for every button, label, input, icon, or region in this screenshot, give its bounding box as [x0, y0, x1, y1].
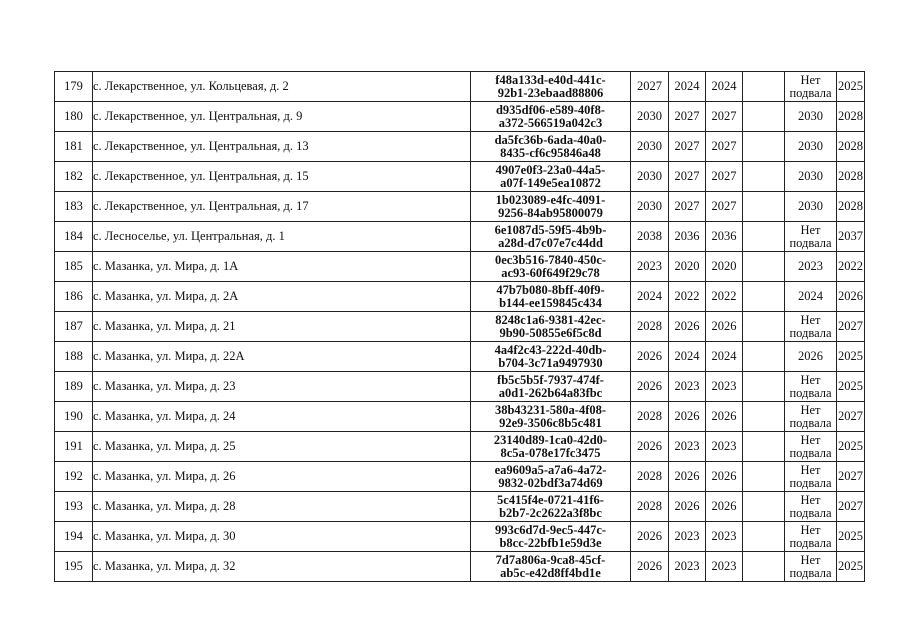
basement-status-cell — [785, 162, 837, 192]
year-cell-1: 2023 — [631, 252, 669, 282]
table-row — [55, 402, 865, 432]
uuid-line: 6e1087d5-59f5-4b9b- — [494, 222, 607, 237]
uuid-cell — [471, 252, 631, 282]
row-number: 183 — [55, 192, 93, 222]
empty-cell — [743, 222, 785, 252]
table-row — [55, 252, 865, 282]
year-cell-3: 2023 — [706, 432, 743, 462]
uuid-line: 9b90-50855e6f5c8d — [499, 325, 602, 340]
basement-status-line: Нет — [800, 522, 821, 537]
final-year-cell: 2025 — [837, 432, 865, 462]
uuid-cell — [471, 552, 631, 582]
row-number: 191 — [55, 432, 93, 462]
year-cell-1: 2030 — [631, 102, 669, 132]
table-row — [55, 222, 865, 252]
uuid-line: b8cc-22bfb1e59d3e — [499, 535, 602, 550]
uuid-line: ab5c-e42d8ff4bd1e — [500, 565, 601, 580]
final-year-cell: 2025 — [837, 72, 865, 102]
uuid-line: 993c6d7d-9ec5-447c- — [494, 522, 607, 537]
uuid-line: d935df06-e589-40f8- — [495, 102, 605, 117]
final-year-cell: 2027 — [837, 492, 865, 522]
empty-cell — [743, 102, 785, 132]
final-year-cell: 2025 — [837, 552, 865, 582]
basement-status-cell — [785, 132, 837, 162]
basement-status-cell — [785, 192, 837, 222]
uuid-cell — [471, 492, 631, 522]
uuid-line: 38b43231-580a-4f08- — [494, 402, 607, 417]
basement-status-line: подвала — [789, 415, 832, 430]
uuid-line: b2b7-2c2622a3f8bc — [499, 505, 602, 520]
basement-status-cell — [785, 312, 837, 342]
uuid-line: a0d1-262b64a83fbc — [498, 385, 603, 400]
address-cell: с. Мазанка, ул. Мира, д. 23 — [93, 372, 471, 402]
year-cell-1: 2026 — [631, 372, 669, 402]
basement-status-line: Нет — [800, 72, 821, 87]
final-year-cell: 2025 — [837, 372, 865, 402]
address-cell: с. Лесноселье, ул. Центральная, д. 1 — [93, 222, 471, 252]
year-cell-1: 2028 — [631, 492, 669, 522]
basement-status-line: подвала — [789, 385, 832, 400]
uuid-line: 92e9-3506c8b5c481 — [499, 415, 602, 430]
basement-status-line: Нет — [800, 552, 821, 567]
empty-cell — [743, 372, 785, 402]
year-cell-3: 2026 — [706, 402, 743, 432]
final-year-cell: 2028 — [837, 102, 865, 132]
row-number: 182 — [55, 162, 93, 192]
year-cell-2: 2023 — [669, 372, 706, 402]
uuid-cell — [471, 162, 631, 192]
uuid-cell — [471, 462, 631, 492]
year-cell-2: 2027 — [669, 162, 706, 192]
basement-status-line: 2030 — [798, 169, 823, 183]
year-cell-2: 2022 — [669, 282, 706, 312]
year-cell-1: 2026 — [631, 342, 669, 372]
uuid-line: 8248c1a6-9381-42ec- — [495, 312, 606, 327]
uuid-line: 9832-02bdf3a74d69 — [498, 475, 603, 490]
year-cell-3: 2026 — [706, 312, 743, 342]
year-cell-3: 2027 — [706, 192, 743, 222]
empty-cell — [743, 192, 785, 222]
year-cell-2: 2024 — [669, 72, 706, 102]
year-cell-2: 2026 — [669, 492, 706, 522]
year-cell-3: 2020 — [706, 252, 743, 282]
row-number: 179 — [55, 72, 93, 102]
year-cell-3: 2022 — [706, 282, 743, 312]
uuid-line: b144-ee159845c434 — [499, 295, 602, 310]
basement-status-cell — [785, 552, 837, 582]
year-cell-3: 2027 — [706, 162, 743, 192]
address-cell: с. Мазанка, ул. Мира, д. 25 — [93, 432, 471, 462]
year-cell-3: 2026 — [706, 492, 743, 522]
table-row — [55, 432, 865, 462]
table-row — [55, 312, 865, 342]
year-cell-2: 2027 — [669, 192, 706, 222]
empty-cell — [743, 522, 785, 552]
final-year-cell: 2037 — [837, 222, 865, 252]
basement-status-cell — [785, 372, 837, 402]
basement-status-line: Нет — [800, 312, 821, 327]
final-year-cell: 2028 — [837, 162, 865, 192]
basement-status-line: Нет — [800, 432, 821, 447]
address-cell: с. Лекарственное, ул. Центральная, д. 13 — [93, 132, 471, 162]
table-row — [55, 342, 865, 372]
year-cell-2: 2023 — [669, 552, 706, 582]
row-number: 192 — [55, 462, 93, 492]
basement-status-cell — [785, 432, 837, 462]
year-cell-1: 2026 — [631, 522, 669, 552]
basement-status-line: подвала — [789, 325, 832, 340]
uuid-cell — [471, 192, 631, 222]
uuid-line: 7d7a806a-9ca8-45cf- — [495, 552, 606, 567]
empty-cell — [743, 552, 785, 582]
uuid-cell — [471, 132, 631, 162]
uuid-line: a372-566519a042c3 — [498, 115, 603, 130]
year-cell-1: 2028 — [631, 312, 669, 342]
final-year-cell: 2025 — [837, 342, 865, 372]
year-cell-3: 2023 — [706, 552, 743, 582]
empty-cell — [743, 432, 785, 462]
address-cell: с. Мазанка, ул. Мира, д. 22А — [93, 342, 471, 372]
basement-status-cell — [785, 402, 837, 432]
year-cell-2: 2036 — [669, 222, 706, 252]
year-cell-2: 2023 — [669, 432, 706, 462]
year-cell-2: 2026 — [669, 402, 706, 432]
year-cell-1: 2026 — [631, 552, 669, 582]
empty-cell — [743, 312, 785, 342]
address-cell: с. Мазанка, ул. Мира, д. 32 — [93, 552, 471, 582]
year-cell-1: 2028 — [631, 402, 669, 432]
basement-status-cell — [785, 252, 837, 282]
basement-status-cell — [785, 102, 837, 132]
uuid-cell — [471, 312, 631, 342]
row-number: 184 — [55, 222, 93, 252]
uuid-cell — [471, 222, 631, 252]
uuid-line: 47b7b080-8bff-40f9- — [496, 282, 605, 297]
uuid-cell — [471, 342, 631, 372]
buildings-table — [54, 71, 865, 582]
basement-status-line: 2030 — [798, 139, 823, 153]
address-cell: с. Мазанка, ул. Мира, д. 21 — [93, 312, 471, 342]
final-year-cell: 2026 — [837, 282, 865, 312]
address-cell: с. Мазанка, ул. Мира, д. 28 — [93, 492, 471, 522]
basement-status-line: 2030 — [798, 109, 823, 123]
uuid-line: 5c415f4e-0721-41f6- — [497, 492, 604, 507]
table-row — [55, 102, 865, 132]
address-cell: с. Лекарственное, ул. Центральная, д. 17 — [93, 192, 471, 222]
year-cell-1: 2026 — [631, 432, 669, 462]
row-number: 186 — [55, 282, 93, 312]
uuid-line: b704-3c71a9497930 — [498, 355, 603, 370]
table-row — [55, 192, 865, 222]
year-cell-2: 2026 — [669, 462, 706, 492]
uuid-cell — [471, 402, 631, 432]
year-cell-1: 2030 — [631, 192, 669, 222]
uuid-line: 1b023089-e4fc-4091- — [495, 192, 606, 207]
uuid-line: a28d-d7c07e7c44dd — [498, 235, 603, 250]
address-cell: с. Мазанка, ул. Мира, д. 30 — [93, 522, 471, 552]
uuid-line: 0ec3b516-7840-450c- — [494, 252, 607, 267]
basement-status-line: Нет — [800, 222, 821, 237]
uuid-line: da5fc36b-6ada-40a0- — [494, 132, 607, 147]
uuid-line: a07f-149e5ea10872 — [500, 175, 601, 190]
basement-status-line: подвала — [789, 475, 832, 490]
year-cell-1: 2027 — [631, 72, 669, 102]
year-cell-2: 2020 — [669, 252, 706, 282]
final-year-cell: 2028 — [837, 192, 865, 222]
final-year-cell: 2025 — [837, 522, 865, 552]
table-row — [55, 72, 865, 102]
final-year-cell: 2028 — [837, 132, 865, 162]
table-row — [55, 282, 865, 312]
basement-status-line: подвала — [789, 565, 832, 580]
year-cell-3: 2027 — [706, 132, 743, 162]
uuid-line: ac93-60f649f29c78 — [501, 265, 600, 280]
row-number: 194 — [55, 522, 93, 552]
basement-status-line: подвала — [789, 535, 832, 550]
uuid-line: ea9609a5-a7a6-4a72- — [494, 462, 607, 477]
table-row — [55, 522, 865, 552]
uuid-cell — [471, 432, 631, 462]
uuid-line: 92b1-23ebaad88806 — [497, 85, 604, 100]
empty-cell — [743, 72, 785, 102]
row-number: 195 — [55, 552, 93, 582]
basement-status-line: 2024 — [798, 289, 823, 303]
basement-status-line: подвала — [789, 445, 832, 460]
final-year-cell: 2027 — [837, 402, 865, 432]
address-cell: с. Мазанка, ул. Мира, д. 26 — [93, 462, 471, 492]
row-number: 181 — [55, 132, 93, 162]
year-cell-3: 2023 — [706, 372, 743, 402]
uuid-line: 9256-84ab95800079 — [498, 205, 603, 220]
year-cell-3: 2036 — [706, 222, 743, 252]
uuid-line: f48a133d-e40d-441c- — [495, 72, 606, 87]
year-cell-1: 2030 — [631, 162, 669, 192]
year-cell-2: 2027 — [669, 132, 706, 162]
uuid-line: 8c5a-078e17fc3475 — [500, 445, 601, 460]
year-cell-2: 2023 — [669, 522, 706, 552]
row-number: 187 — [55, 312, 93, 342]
empty-cell — [743, 342, 785, 372]
table-row — [55, 462, 865, 492]
basement-status-line: подвала — [789, 235, 832, 250]
uuid-line: 4a4f2c43-222d-40db- — [494, 342, 607, 357]
uuid-line: 4907e0f3-23a0-44a5- — [495, 162, 606, 177]
empty-cell — [743, 132, 785, 162]
year-cell-3: 2023 — [706, 522, 743, 552]
basement-status-cell — [785, 72, 837, 102]
year-cell-2: 2027 — [669, 102, 706, 132]
basement-status-cell — [785, 462, 837, 492]
table-row — [55, 162, 865, 192]
table-row — [55, 132, 865, 162]
row-number: 189 — [55, 372, 93, 402]
address-cell: с. Лекарственное, ул. Кольцевая, д. 2 — [93, 72, 471, 102]
address-cell: с. Мазанка, ул. Мира, д. 24 — [93, 402, 471, 432]
basement-status-line: Нет — [800, 372, 821, 387]
basement-status-cell — [785, 282, 837, 312]
basement-status-line: 2023 — [798, 259, 823, 273]
basement-status-cell — [785, 342, 837, 372]
year-cell-1: 2038 — [631, 222, 669, 252]
uuid-line: fb5c5b5f-7937-474f- — [497, 372, 604, 387]
row-number: 185 — [55, 252, 93, 282]
final-year-cell: 2027 — [837, 312, 865, 342]
basement-status-line: Нет — [800, 462, 821, 477]
uuid-line: 23140d89-1ca0-42d0- — [493, 432, 608, 447]
uuid-cell — [471, 72, 631, 102]
row-number: 180 — [55, 102, 93, 132]
year-cell-2: 2026 — [669, 312, 706, 342]
row-number: 190 — [55, 402, 93, 432]
empty-cell — [743, 252, 785, 282]
empty-cell — [743, 462, 785, 492]
uuid-cell — [471, 282, 631, 312]
year-cell-1: 2030 — [631, 132, 669, 162]
year-cell-3: 2024 — [706, 72, 743, 102]
basement-status-line: подвала — [789, 505, 832, 520]
year-cell-2: 2024 — [669, 342, 706, 372]
table-row — [55, 372, 865, 402]
basement-status-cell — [785, 492, 837, 522]
table-row — [55, 492, 865, 522]
row-number: 188 — [55, 342, 93, 372]
basement-status-line: Нет — [800, 402, 821, 417]
uuid-cell — [471, 372, 631, 402]
address-cell: с. Мазанка, ул. Мира, д. 2А — [93, 282, 471, 312]
row-number: 193 — [55, 492, 93, 522]
table-row — [55, 552, 865, 582]
basement-status-line: Нет — [800, 492, 821, 507]
final-year-cell: 2022 — [837, 252, 865, 282]
year-cell-1: 2024 — [631, 282, 669, 312]
uuid-line: 8435-cf6c95846a48 — [500, 145, 601, 160]
address-cell: с. Мазанка, ул. Мира, д. 1А — [93, 252, 471, 282]
uuid-cell — [471, 522, 631, 552]
empty-cell — [743, 282, 785, 312]
year-cell-3: 2027 — [706, 102, 743, 132]
year-cell-3: 2024 — [706, 342, 743, 372]
empty-cell — [743, 402, 785, 432]
basement-status-cell — [785, 522, 837, 552]
basement-status-line: подвала — [789, 85, 832, 100]
address-cell: с. Лекарственное, ул. Центральная, д. 9 — [93, 102, 471, 132]
year-cell-3: 2026 — [706, 462, 743, 492]
empty-cell — [743, 162, 785, 192]
basement-status-line: 2030 — [798, 199, 823, 213]
basement-status-line: 2026 — [798, 349, 823, 363]
final-year-cell: 2027 — [837, 462, 865, 492]
empty-cell — [743, 492, 785, 522]
address-cell: с. Лекарственное, ул. Центральная, д. 15 — [93, 162, 471, 192]
table-body — [55, 72, 865, 582]
basement-status-cell — [785, 222, 837, 252]
year-cell-1: 2028 — [631, 462, 669, 492]
uuid-cell — [471, 102, 631, 132]
